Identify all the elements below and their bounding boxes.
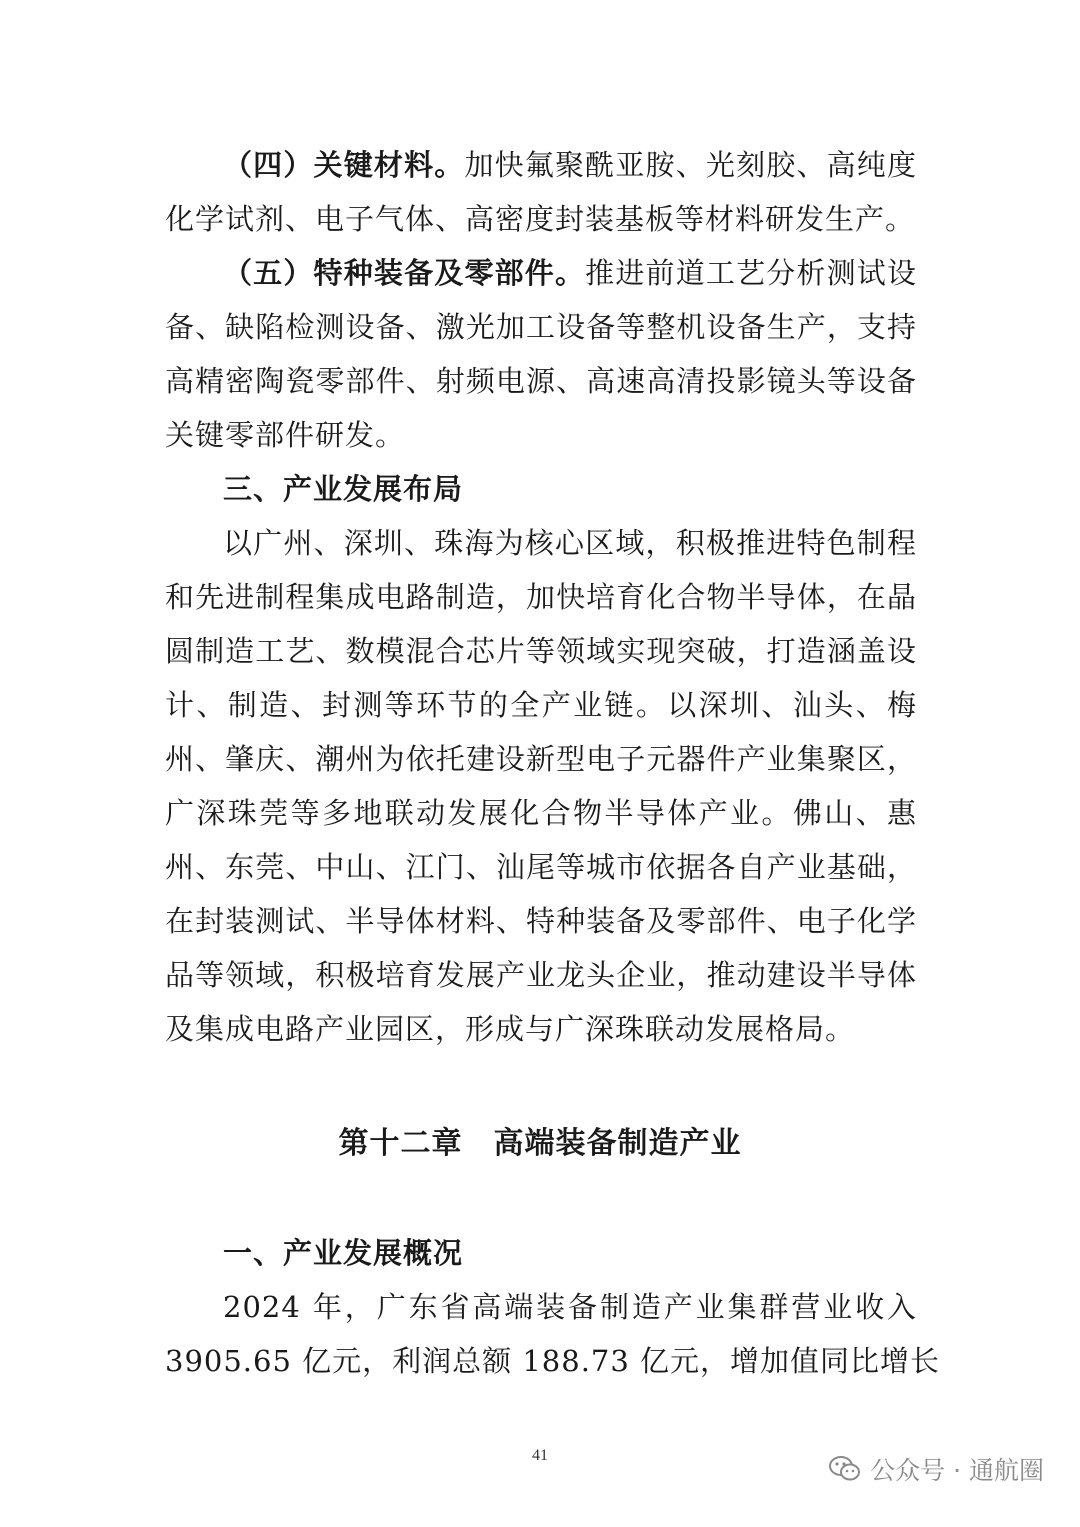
section-3-line: 州、肇庆、潮州为依托建设新型电子元器件产业集聚区， [165,742,917,776]
section-1-line: 3905.65 亿元，利润总额 188.73 亿元，增加值同比增长 [165,1344,941,1378]
section-3-line: 广深珠莞等多地联动发展化合物半导体产业。佛山、惠 [165,796,917,830]
paragraph-4-label: （四）关键材料。 [223,148,465,182]
wechat-icon [828,1452,862,1486]
chapter-title: 第十二章 高端装备制造产业 [338,1126,742,1161]
paragraph-4-line-1 [165,138,917,192]
paragraph-5-line-2: 备、缺陷检测设备、激光加工设备等整机设备生产，支持 [165,310,917,344]
watermark [828,1451,1044,1487]
section-3-line: 计、制造、封测等环节的全产业链。以深圳、汕头、梅 [165,688,917,722]
page-number: 41 [532,1447,548,1464]
section-3-line: 在封装测试、半导体材料、特种装备及零部件、电子化学 [165,904,917,938]
paragraph-5-line-3: 高精密陶瓷零部件、射频电源、高速高清投影镜头等设备 [165,364,917,398]
paragraph-5-label: （五）特种装备及零部件。 [223,256,586,290]
watermark-text: 公众号 · 通航圈 [870,1456,1044,1485]
section-1-block [165,1226,941,1388]
paragraph-5-line-1 [165,246,917,300]
section-1-heading: 一、产业发展概况 [223,1236,464,1270]
section-1-line: 2024 年，广东省高端装备制造产业集群营业收入 [223,1290,917,1324]
section-3-line: 品等领域，积极培育发展产业龙头企业，推动建设半导体 [165,958,917,992]
section-3-line: 州、东莞、中山、江门、汕尾等城市依据各自产业基础， [165,850,917,884]
section-3-heading: 三、产业发展布局 [223,472,464,506]
paragraph-5-text: 推进前道工艺分析测试设 [585,256,917,290]
section-3-line: 和先进制程集成电路制造，加快培育化合物半导体，在晶 [165,580,917,614]
paragraph-4-line-2: 化学试剂、电子气体、高密度封装基板等材料研发生产。 [165,202,916,236]
body-text [165,138,917,1056]
paragraph-5-line-4: 关键零部件研发。 [165,418,406,452]
section-3-line: 及集成电路产业园区，形成与广深珠联动发展格局。 [165,1012,856,1046]
paragraph-4-text: 加快氟聚酰亚胺、光刻胶、高纯度 [464,148,917,182]
section-3-line: 以广州、深圳、珠海为核心区域，积极推进特色制程 [223,526,917,560]
section-3-line: 圆制造工艺、数模混合芯片等领域实现突破，打造涵盖设 [165,634,917,668]
